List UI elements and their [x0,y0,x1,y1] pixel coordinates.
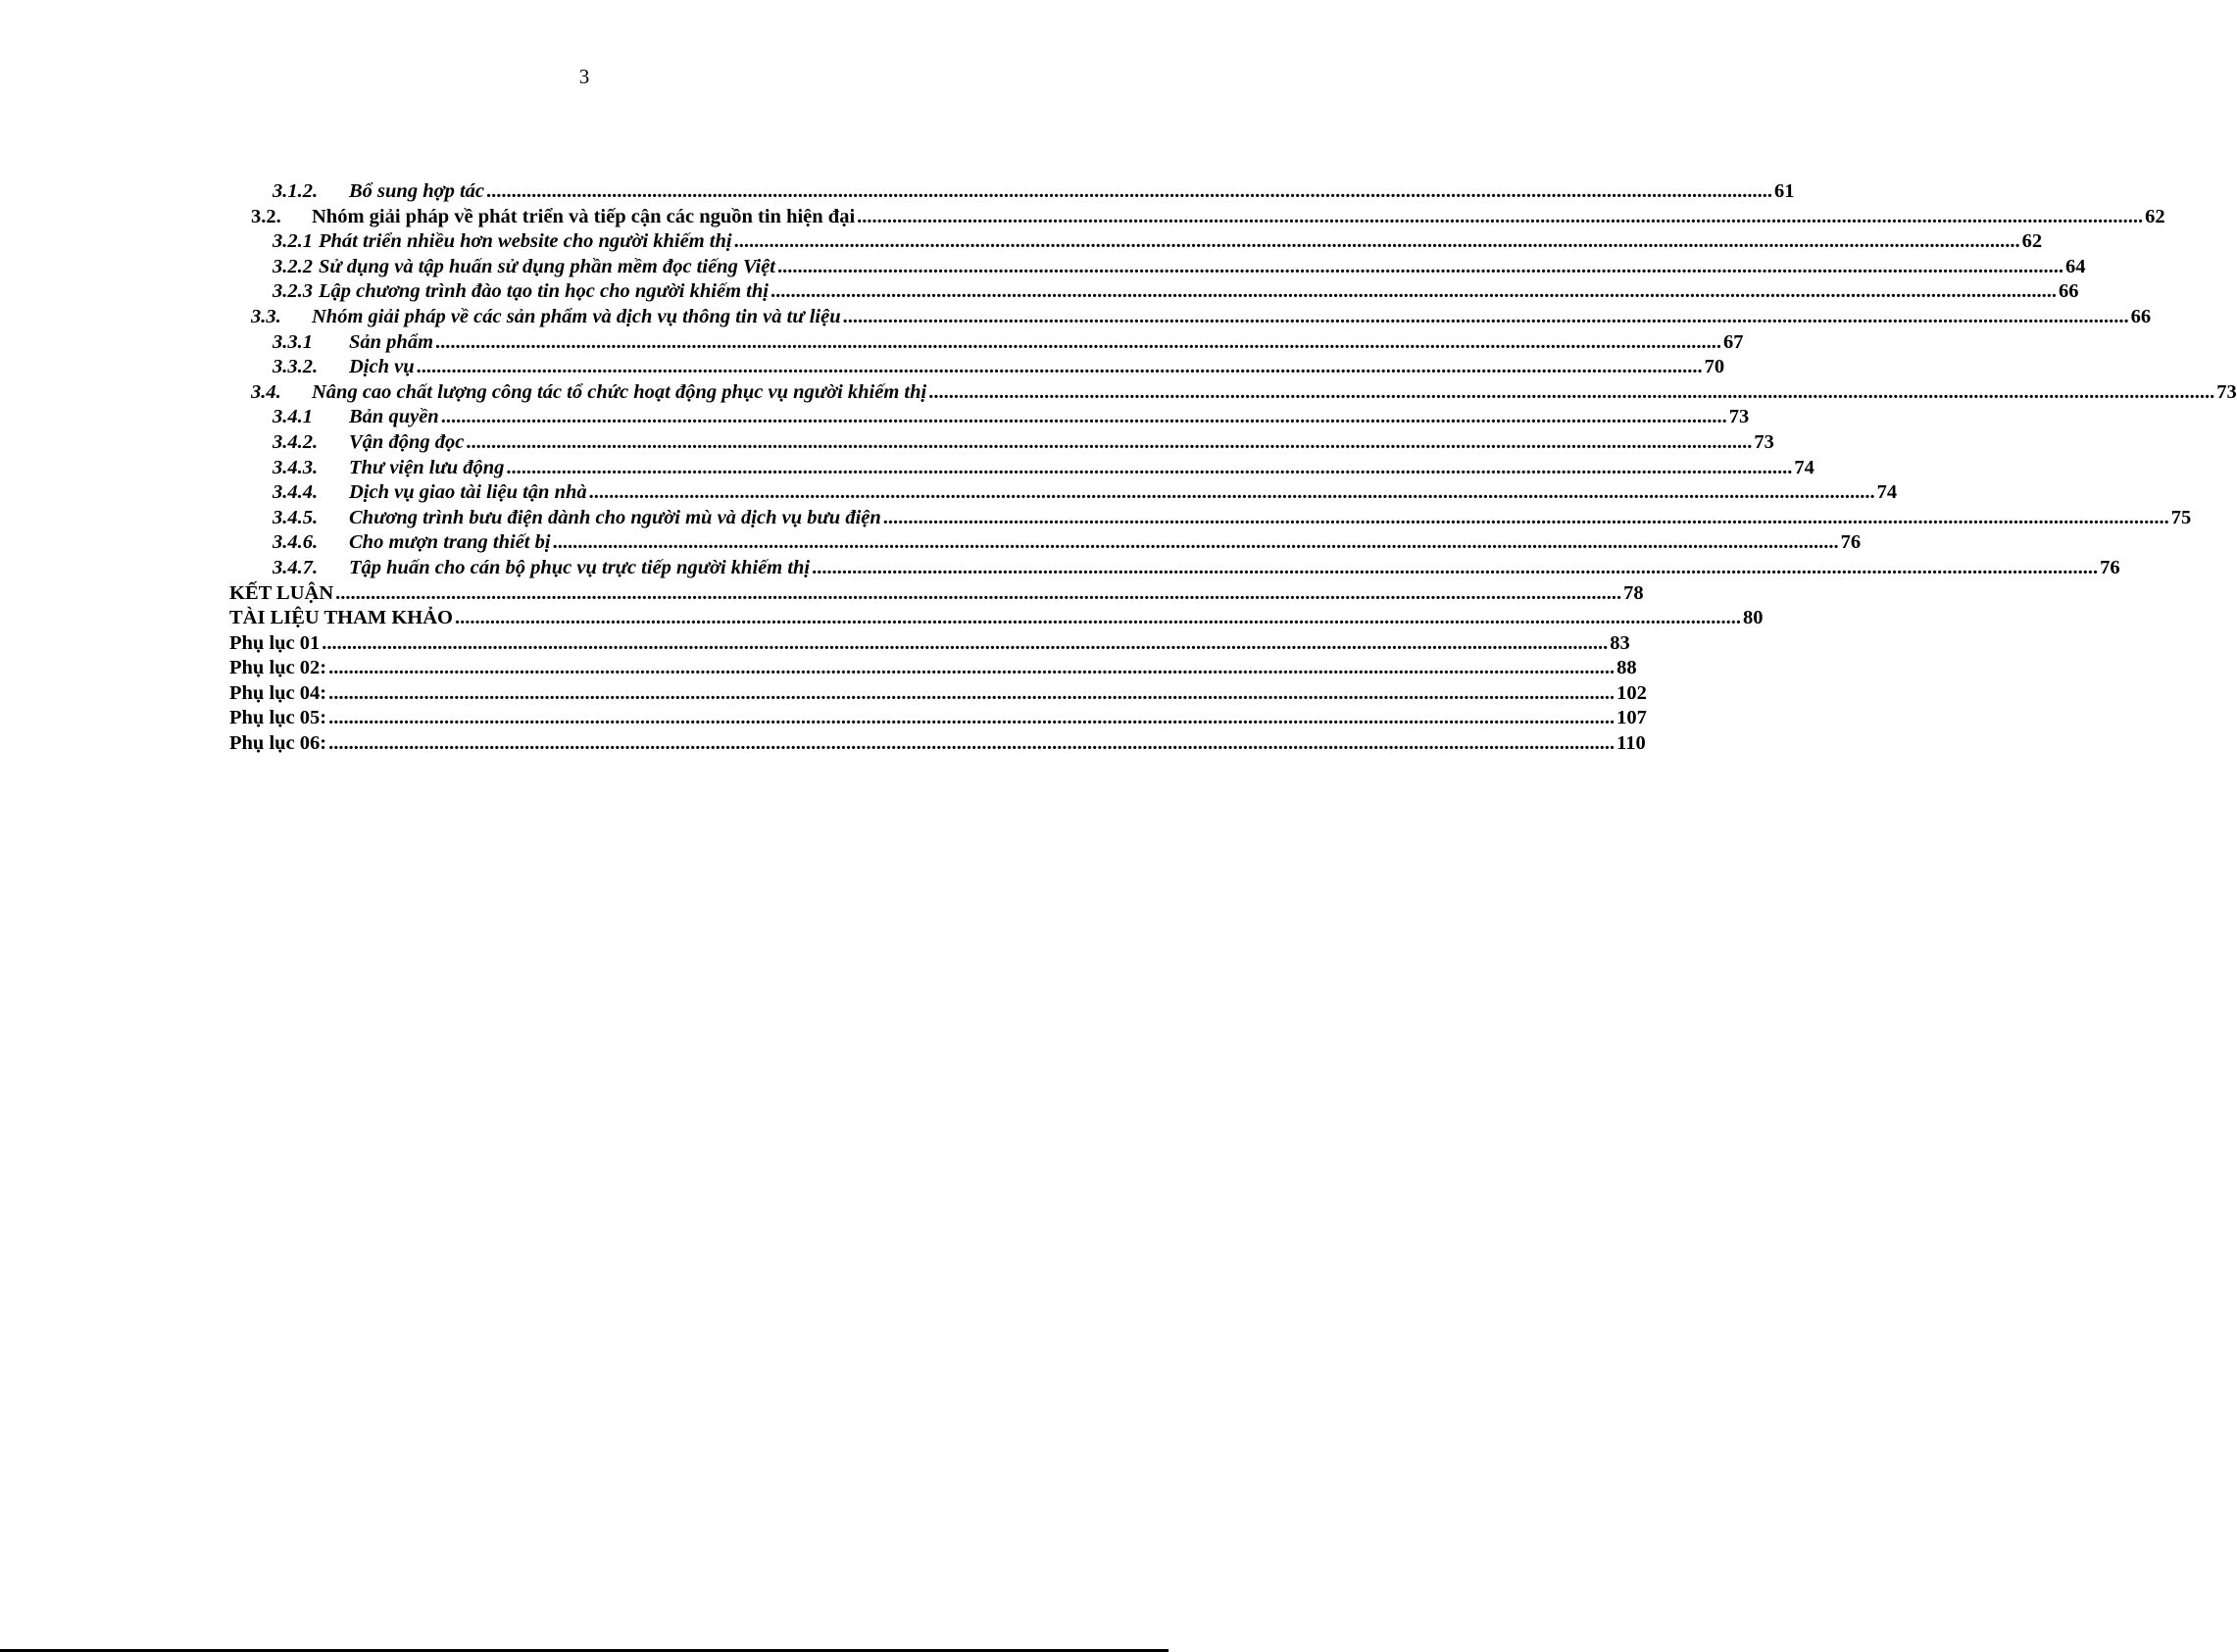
toc-entry[interactable] [229,706,1647,731]
toc-dot-leader [322,631,1608,657]
toc-entry-title [251,305,841,330]
toc-entry-page: 61 [1774,180,1795,202]
toc-entry-number: 3.1.2. [273,180,319,202]
toc-entry-title [273,255,775,280]
toc-entry-number: 3.4.3. [273,456,319,478]
toc-entry[interactable] [229,205,2165,230]
toc-entry-title [273,330,433,356]
toc-entry-page: 66 [2058,280,2079,303]
toc-entry-title [251,380,926,406]
toc-entry-text: Bản quyền [349,406,439,428]
toc-entry-page: 73 [1754,430,1774,453]
toc-entry-title [273,355,415,380]
toc-entry-page: 88 [1616,657,1637,679]
toc-entry-text: Bổ sung hợp tác [349,180,485,202]
toc-entry-page: 73 [2216,380,2237,403]
toc-entry-title [229,606,453,631]
toc-entry-number: 3.4.2. [273,430,319,453]
toc-entry[interactable] [229,179,1795,205]
toc-entry-title [273,405,439,430]
toc-dot-leader [335,581,1621,607]
toc-entry-page: 83 [1610,631,1630,654]
toc-entry-number: 3.3. [251,305,281,327]
toc-entry-title [273,530,551,556]
toc-entry-page: 110 [1616,732,1646,755]
toc-dot-leader [506,456,1792,481]
toc-entry-page: 64 [2065,255,2086,277]
toc-dot-leader [553,530,1839,556]
toc-dot-leader [435,330,1721,356]
toc-entry-number: 3.2.1 [273,230,313,253]
toc-entry-number: 3.4.7. [273,556,319,578]
toc-entry-page: 78 [1623,581,1644,604]
toc-entry[interactable] [229,456,1814,481]
toc-entry-text: Lập chương trình đào tạo tin học cho người khiếm thị [319,280,769,303]
toc-entry-number: 3.2. [251,205,281,227]
toc-entry-title [273,480,587,506]
toc-entry[interactable] [229,255,2086,280]
toc-entry-text: Phụ lục 06: [229,732,327,755]
toc-entry-text: Phụ lục 05: [229,707,327,729]
toc-entry-page: 67 [1723,330,1744,353]
toc-dot-leader [455,606,1741,631]
toc-entry-number: 3.2.3 [273,280,313,303]
toc-entry-number: 3.4.6. [273,531,319,554]
toc-entry-page: 76 [2100,556,2120,578]
toc-entry[interactable] [229,279,2079,305]
toc-entry[interactable] [229,506,2192,531]
toc-entry-number: 3.3.1 [273,330,313,353]
toc-entry[interactable] [229,656,1637,681]
toc-entry-page: 74 [1794,456,1814,478]
toc-dot-leader [441,405,1727,430]
toc-dot-leader [417,355,1703,380]
toc-entry-page: 73 [1728,406,1750,428]
toc-entry[interactable] [229,606,1764,631]
toc-entry[interactable] [229,731,1646,757]
toc-entry[interactable] [229,530,1862,556]
toc-entry-page: 102 [1616,681,1647,704]
toc-entry[interactable] [229,380,2237,406]
toc-entry-title [229,581,333,607]
toc-entry-text: Chương trình bưu điện dành cho người mù và dịch vụ bưu điện [349,506,881,528]
toc-dot-leader [328,706,1615,731]
toc-entry-text: Nhóm giải pháp về các sản phẩm và dịch vụ thông tin và tư liệu [312,305,841,327]
toc-entry-text: Phụ lục 01 [229,631,321,654]
toc-dot-leader [857,205,2143,230]
toc-entry-text: Nâng cao chất lượng công tác tổ chức hoạt động phục vụ người khiếm thị [312,380,927,403]
toc-entry-text: Sản phẩm [349,330,434,353]
toc-entry[interactable] [229,229,2043,255]
toc-entry-page: 80 [1743,607,1764,629]
toc-dot-leader [734,229,2020,255]
toc-entry[interactable] [229,355,1725,380]
toc-entry-text: Vận động đọc [349,430,465,453]
toc-entry-page: 66 [2130,305,2152,327]
toc-entry[interactable] [229,681,1647,707]
toc-entry[interactable] [229,405,1750,430]
toc-dot-leader [928,380,2214,406]
toc-entry-title [273,430,464,456]
toc-entry-number: 3.4.5. [273,506,319,528]
toc-entry-number: 3.4. [251,380,281,403]
toc-dot-leader [486,179,1772,205]
toc-entry-title [229,631,320,657]
toc-entry-title [251,205,855,230]
toc-entry-text: Thư viện lưu động [349,456,505,478]
toc-entry[interactable] [229,556,2120,581]
toc-dot-leader [328,681,1615,707]
toc-entry-page: 107 [1616,707,1647,729]
toc-entry-text: Sử dụng và tập huấn sử dụng phần mềm đọc tiếng Việt [319,255,775,277]
toc-entry-title [273,556,810,581]
toc-entry-title [273,179,484,205]
toc-entry[interactable] [229,631,1630,657]
toc-entry[interactable] [229,480,1898,506]
toc-dot-leader [812,556,2098,581]
toc-dot-leader [771,279,2057,305]
toc-dot-leader [843,305,2129,330]
toc-dot-leader [777,255,2063,280]
toc-entry-page: 62 [2145,205,2165,227]
toc-entry-title [273,229,732,255]
toc-entry-title [229,656,326,681]
toc-entry-text: KẾT LUẬN [229,581,334,604]
toc-entry[interactable] [229,305,2152,330]
toc-entry-text: Cho mượn trang thiết bị [349,531,551,554]
toc-entry-number: 3.3.2. [273,356,319,378]
toc-entry-page: 70 [1704,356,1725,378]
toc-entry-title [273,506,881,531]
toc-entry[interactable] [229,581,1644,607]
toc-entry[interactable] [229,430,1774,456]
toc-entry-title [229,706,326,731]
toc-dot-leader [328,731,1615,757]
toc-entry-text: Phát triển nhiều hơn website cho người khiếm thị [319,230,732,253]
toc-entry-number: 3.4.1 [273,406,313,428]
toc-entry-title [273,456,504,481]
toc-entry-text: TÀI LIỆU THAM KHẢO [229,607,454,629]
toc-entry-page: 62 [2021,230,2043,253]
toc-entry[interactable] [229,330,1744,356]
toc-entry-page: 76 [1840,531,1862,554]
toc-entry-title [273,279,769,305]
toc-entry-text: Tập huấn cho cán bộ phục vụ trực tiếp người khiếm thị [349,556,811,578]
table-of-contents [229,179,2237,757]
toc-entry-text: Dịch vụ giao tài liệu tận nhà [349,481,587,504]
toc-dot-leader [466,430,1752,456]
toc-entry-page: 75 [2170,506,2192,528]
toc-entry-text: Dịch vụ [349,356,415,378]
toc-entry-number: 3.2.2 [273,255,313,277]
toc-dot-leader [328,656,1615,681]
toc-entry-text: Phụ lục 02: [229,657,327,679]
toc-entry-text: Phụ lục 04: [229,681,327,704]
toc-dot-leader [883,506,2169,531]
page-number: 3 [578,65,590,88]
toc-entry-text: Nhóm giải pháp về phát triển và tiếp cận các nguồn tin hiện đại [312,205,856,227]
toc-entry-title [229,681,326,707]
toc-entry-title [229,731,326,757]
toc-entry-page: 74 [1876,481,1898,504]
toc-dot-leader [589,480,1875,506]
toc-entry-number: 3.4.4. [273,481,319,504]
